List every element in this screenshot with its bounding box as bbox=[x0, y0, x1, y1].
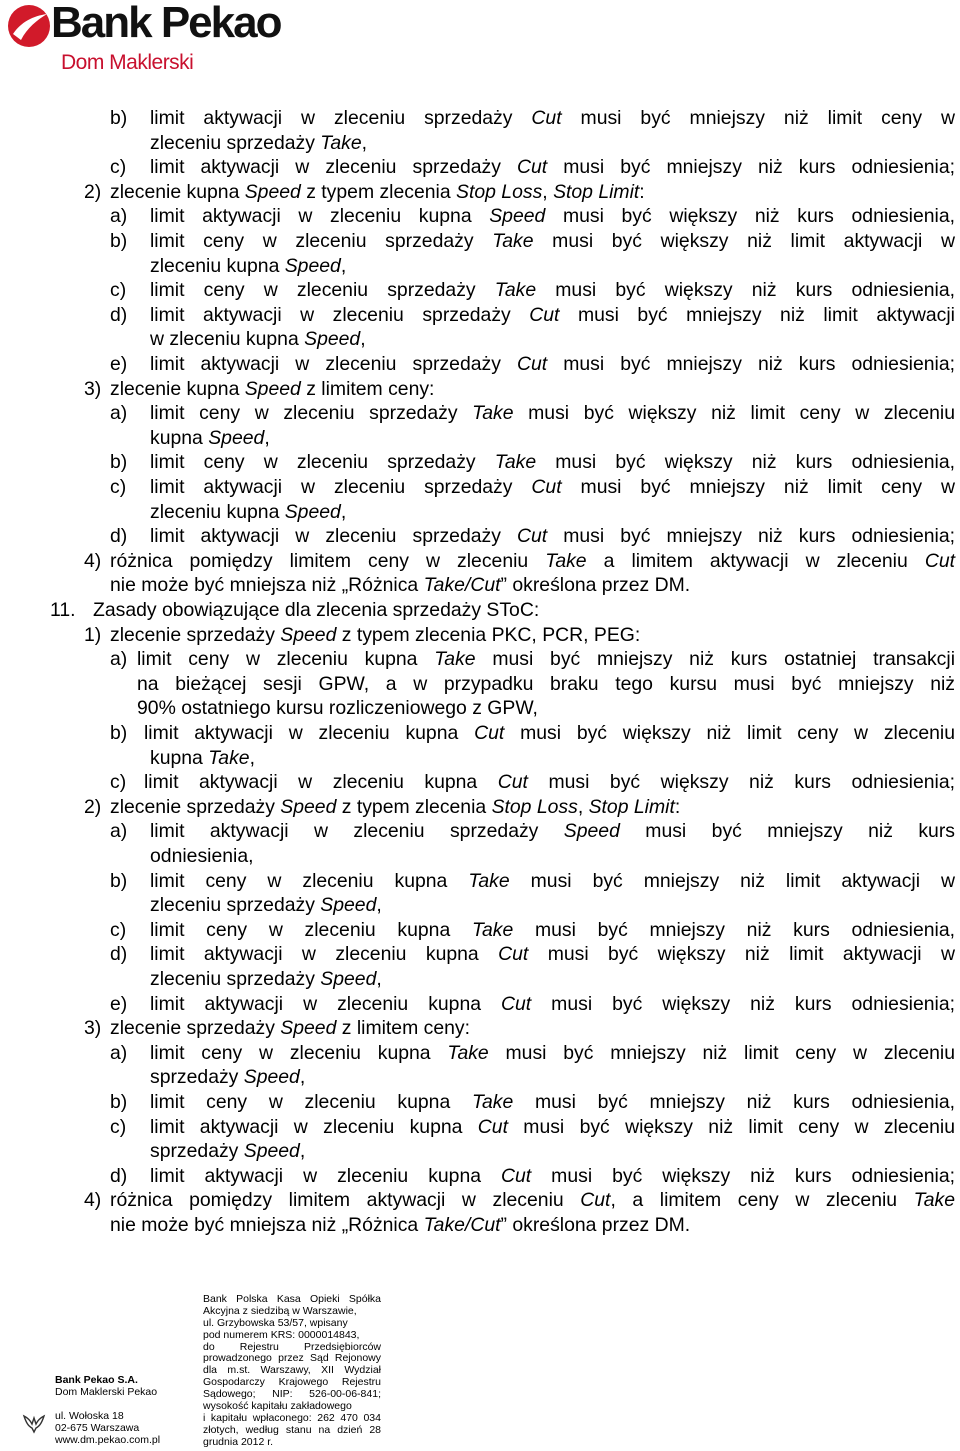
list-marker: a) bbox=[110, 205, 128, 228]
line-text: 90% ostatniego kursu rozliczeniowego z GPW, bbox=[137, 697, 538, 720]
footer-legal-line: złotych, według stanu na dzień 28 bbox=[203, 1423, 381, 1436]
list-marker: a) bbox=[110, 648, 128, 671]
line-text: limit aktywacji w zleceniu sprzedaży Speed musi być mniejszy niż kurs bbox=[150, 820, 955, 843]
list-marker: 2) bbox=[84, 180, 102, 203]
line-text: sprzedaży Speed, bbox=[150, 1140, 306, 1163]
line-text: nie może być mniejsza niż „Różnica Take/Cut” określona przez DM. bbox=[110, 1214, 691, 1236]
line-text: limit aktywacji w zleceniu sprzedaży Cut musi być mniejszy niż limit ceny w bbox=[150, 107, 955, 129]
line-text: na bieżącej sesji GPW, a w przypadku braku tego kursu musi być mniejszy niż bbox=[137, 672, 955, 695]
list-marker: d) bbox=[110, 303, 128, 326]
logo-brand-sub: Dom Maklerski bbox=[61, 51, 194, 74]
list-marker: 3) bbox=[84, 377, 102, 400]
footer-legal-line: pod numerem KRS: 0000014843, bbox=[203, 1328, 360, 1341]
line-text: limit aktywacji w zleceniu sprzedaży Cut musi być mniejszy niż limit ceny w bbox=[150, 476, 955, 498]
line-text: kupna Take, bbox=[150, 746, 255, 769]
line-text: limit ceny w zleceniu kupna Take musi być mniejszy niż kurs ostatniej transakcji bbox=[137, 648, 955, 671]
line-text: sprzedaży Speed, bbox=[150, 1066, 306, 1089]
footer-legal-line: ul. Grzybowska 53/57, wpisany bbox=[203, 1316, 348, 1329]
line-text: zleceniu kupna Speed, bbox=[150, 500, 347, 523]
line-text: limit aktywacji w zleceniu kupna Cut musi być większy niż limit ceny w zleceniu bbox=[150, 1115, 955, 1138]
line-text: zleceniu sprzedaży Speed, bbox=[150, 968, 382, 990]
footer-legal-line: wysokość kapitału zakładowego bbox=[203, 1400, 352, 1413]
list-marker: 11. bbox=[50, 599, 76, 621]
list-marker: c) bbox=[110, 918, 127, 941]
list-marker: 4) bbox=[84, 549, 102, 572]
list-marker: 3) bbox=[84, 1017, 102, 1040]
line-text: zleceniu sprzedaży Take, bbox=[150, 131, 368, 154]
line-text: Zasady obowiązujące dla zlecenia sprzedaży SToC: bbox=[93, 599, 540, 621]
footer-legal-line: grudnia 2012 r. bbox=[203, 1435, 274, 1448]
footer-legal-line: prowadzonego przez Sąd Rejonowy bbox=[203, 1352, 381, 1365]
line-text: zlecenie sprzedaży Speed z typem zlecenia PKC, PCR, PEG: bbox=[110, 623, 641, 646]
list-marker: c) bbox=[110, 771, 127, 794]
line-text: różnica pomiędzy limitem aktywacji w zleceniu Cut, a limitem ceny w zleceniu Take bbox=[110, 1189, 955, 1212]
line-text: zlecenie kupna Speed z typem zlecenia Stop Loss, Stop Limit: bbox=[110, 180, 645, 203]
line-text: limit ceny w zleceniu kupna Take musi być mniejszy niż limit ceny w zleceniu bbox=[150, 1041, 955, 1064]
line-text: limit aktywacji w zleceniu sprzedaży Cut musi być mniejszy niż kurs odniesienia; bbox=[150, 525, 955, 548]
footer-division: Dom Maklerski Pekao bbox=[55, 1386, 158, 1398]
list-marker: d) bbox=[110, 1164, 128, 1187]
line-text: w zleceniu kupna Speed, bbox=[150, 328, 366, 351]
line-text: limit aktywacji w zleceniu sprzedaży Cut musi być mniejszy niż limit aktywacji bbox=[150, 303, 955, 326]
line-text: zleceniu sprzedaży Speed, bbox=[150, 894, 382, 917]
line-text: zleceniu kupna Speed, bbox=[150, 254, 347, 277]
footer-legal-line: do Rejestru Przedsiębiorców bbox=[203, 1340, 381, 1353]
footer-legal-line: dla m.st. Warszawy, XII Wydział bbox=[203, 1364, 381, 1377]
line-text: limit ceny w zleceniu kupna Take musi być mniejszy niż limit aktywacji w bbox=[150, 869, 955, 892]
list-marker: c) bbox=[110, 156, 127, 179]
line-text: limit aktywacji w zleceniu kupna Cut musi być większy niż limit ceny w zleceniu bbox=[144, 722, 955, 744]
footer-legal bbox=[203, 1294, 381, 1449]
list-marker: c) bbox=[110, 279, 127, 302]
line-text: limit aktywacji w zleceniu sprzedaży Cut musi być mniejszy niż kurs odniesienia; bbox=[150, 353, 955, 375]
line-text: limit ceny w zleceniu kupna Take musi być mniejszy niż kurs odniesienia, bbox=[150, 1091, 955, 1113]
list-marker: b) bbox=[110, 722, 128, 744]
list-marker: b) bbox=[110, 230, 128, 252]
list-marker: b) bbox=[110, 451, 128, 474]
list-marker: a) bbox=[110, 1041, 128, 1064]
list-marker: c) bbox=[110, 476, 127, 498]
list-marker: e) bbox=[110, 992, 128, 1015]
list-marker: b) bbox=[110, 869, 128, 892]
line-text: odniesienia, bbox=[150, 845, 254, 867]
footer-website[interactable]: www.dm.pekao.com.pl bbox=[55, 1434, 161, 1446]
footer-street: ul. Wołoska 18 bbox=[55, 1410, 124, 1422]
footer-company: Bank Pekao S.A. bbox=[55, 1374, 138, 1386]
list-marker: 1) bbox=[84, 623, 102, 646]
eagle-icon bbox=[22, 1412, 46, 1434]
pekao-logo-mark-icon bbox=[7, 4, 51, 48]
line-text: limit ceny w zleceniu sprzedaży Take musi być większy niż kurs odniesienia, bbox=[150, 279, 956, 302]
footer-legal-line: Akcyjna z siedzibą w Warszawie, bbox=[203, 1304, 357, 1317]
line-text: limit aktywacji w zleceniu kupna Cut musi być większy niż kurs odniesienia; bbox=[150, 992, 955, 1015]
list-marker: b) bbox=[110, 107, 128, 129]
line-text: limit aktywacji w zleceniu kupna Cut musi być większy niż limit aktywacji w bbox=[150, 943, 955, 966]
line-text: limit ceny w zleceniu sprzedaży Take musi być większy niż limit aktywacji w bbox=[150, 230, 955, 252]
line-text: limit ceny w zleceniu kupna Take musi być mniejszy niż kurs odniesienia, bbox=[150, 918, 955, 941]
footer-city: 02-675 Warszawa bbox=[55, 1422, 140, 1434]
line-text: limit ceny w zleceniu sprzedaży Take musi być większy niż kurs odniesienia, bbox=[150, 451, 956, 474]
line-text: limit aktywacji w zleceniu kupna Speed musi być większy niż kurs odniesienia, bbox=[150, 205, 955, 228]
line-text: nie może być mniejsza niż „Różnica Take/Cut” określona przez DM. bbox=[110, 574, 691, 597]
list-marker: a) bbox=[110, 820, 128, 843]
list-marker: d) bbox=[110, 525, 128, 548]
footer-legal-line: Gospodarczy Krajowego Rejestru bbox=[203, 1376, 381, 1389]
list-marker: a) bbox=[110, 402, 128, 425]
list-marker: c) bbox=[110, 1115, 127, 1138]
list-marker: 2) bbox=[84, 795, 102, 818]
page-footer bbox=[0, 1290, 960, 1451]
line-text: różnica pomiędzy limitem ceny w zleceniu Take a limitem aktywacji w zleceniu Cut bbox=[110, 549, 955, 572]
list-marker: 4) bbox=[84, 1189, 102, 1212]
list-marker: b) bbox=[110, 1091, 128, 1113]
list-marker: e) bbox=[110, 353, 128, 375]
list-marker: d) bbox=[110, 943, 128, 966]
line-text: limit aktywacji w zleceniu sprzedaży Cut musi być mniejszy niż kurs odniesienia; bbox=[150, 156, 955, 179]
line-text: zlecenie sprzedaży Speed z typem zlecenia Stop Loss, Stop Limit: bbox=[110, 795, 681, 818]
line-text: limit aktywacji w zleceniu kupna Cut musi być większy niż kurs odniesienia; bbox=[144, 771, 956, 794]
line-text: limit ceny w zleceniu sprzedaży Take musi być większy niż limit ceny w zleceniu bbox=[150, 402, 955, 425]
line-text: limit aktywacji w zleceniu kupna Cut musi być większy niż kurs odniesienia; bbox=[150, 1164, 955, 1187]
logo-brand-name: Bank Pekao bbox=[51, 0, 281, 47]
line-text: zlecenie sprzedaży Speed z limitem ceny: bbox=[110, 1017, 470, 1040]
bank-pekao-logo bbox=[7, 0, 307, 76]
line-text: kupna Speed, bbox=[150, 426, 270, 449]
footer-legal-line: Sądowego; NIP: 526-00-06-841; bbox=[203, 1388, 381, 1401]
footer-contact bbox=[55, 1374, 160, 1446]
line-text: zlecenie kupna Speed z limitem ceny: bbox=[110, 377, 435, 400]
footer-legal-line: Bank Polska Kasa Opieki Spółka bbox=[203, 1293, 381, 1305]
footer-legal-line: i kapitału wpłaconego: 262 470 034 bbox=[203, 1411, 381, 1424]
